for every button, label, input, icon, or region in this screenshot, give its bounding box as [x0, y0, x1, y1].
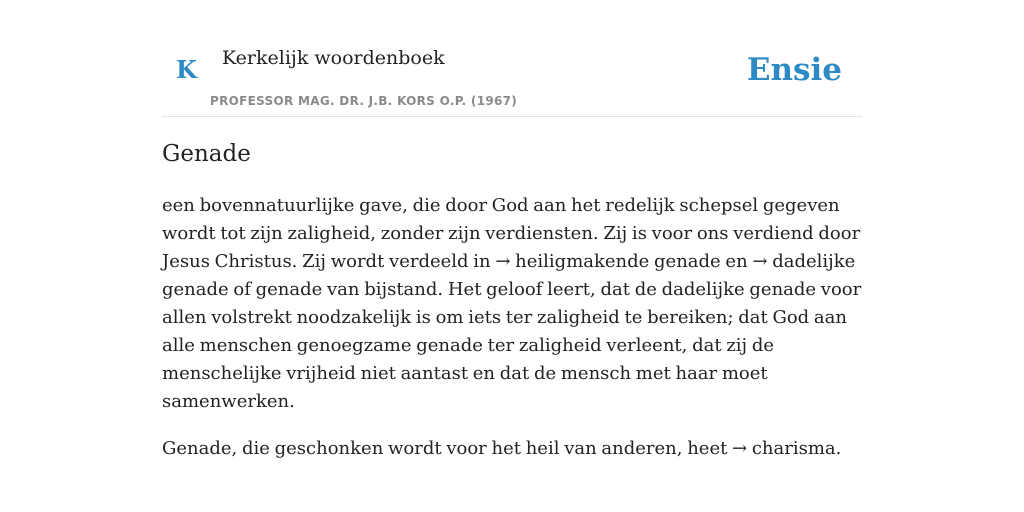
book-title[interactable]: Kerkelijk woordenboek — [222, 47, 445, 69]
definition-paragraph: Genade, die geschonken wordt voor het heil van anderen, heet → charisma. — [162, 438, 842, 459]
ensie-logo[interactable]: Ensie — [746, 52, 842, 88]
book-logo[interactable]: K — [176, 55, 197, 84]
entry-definition — [162, 192, 862, 482]
header — [162, 0, 862, 117]
author-line: PROFESSOR MAG. DR. J.B. KORS O.P. (1967) — [210, 94, 518, 108]
definition-paragraph: een bovennatuurlijke gave, die door God aan het redelijk schepsel gegeven wordt tot zijn zaligheid, zonder zijn verdiensten. Zij is voor ons verdiend door Jesus Christus. Zij wordt verdeeld in → heiligmakende genade en → dadelijke genade of genade van bijstand. Het geloof leert, dat de dadelijke genade voor allen volstrekt noodzakelijk is om iets ter zaligheid te bereiken; dat God aan alle menschen genoegzame genade ter zaligheid verleent, dat zij de menschelijke vrijheid niet aantast en dat de mensch met haar moet samenwerken. — [162, 195, 862, 412]
entry-term: Genade — [162, 141, 251, 167]
page — [162, 0, 862, 512]
